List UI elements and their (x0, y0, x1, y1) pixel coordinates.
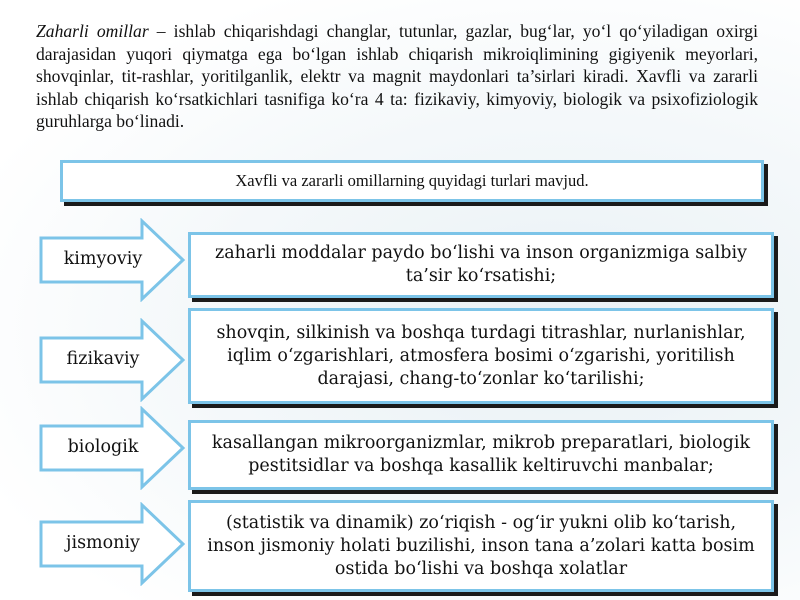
label-kimyoviy: kimyoviy (63, 249, 143, 269)
desc-box-fizikaviy (188, 308, 774, 404)
intro-paragraph (36, 20, 758, 133)
desc-jismoniy: (statistik va dinamik) zo‘riqish - og‘ir yukni olib ko‘tarish, inson jismoniy holati buzilishi, inson tana a’zolari katta bosim ostida bo‘lishi va boshqa xolatlar (207, 512, 755, 579)
intro-text: – ishlab chiqarishdagi changlar, tutunlar, gazlar, bug‘lar, yo‘l qo‘yiladigan oxirgi darajasidan yuqori qiymatga ega bo‘lgan ishlab chiqarish mikroiqlimining gigiyenik meyorlari, shovqinlar, tit-rashlar, yoritilganlik, elektr va magnit maydonlari ta’sirlari kiradi. Xavfli va zararli ishlab chiqarish ko‘rsatkichlari tasnifiga ko‘ra 4 ta: fizikaviy, kimyoviy, biologik va psixofiziologik guruhlarga bo‘linadi. (36, 21, 758, 131)
label-biologik: biologik (67, 437, 139, 457)
label-jismoniy: jismoniy (66, 533, 140, 553)
types-header-text: Xavfli va zararli omillarning quyidagi turlari mavjud. (235, 171, 589, 190)
intro-term: Zaharli omillar (36, 21, 149, 41)
types-header-box (60, 160, 764, 202)
desc-fizikaviy: shovqin, silkinish va boshqa turdagi titrashlar, nurlanishlar, iqlim o‘zgarishlari, atmosfera bosimi o‘zgarishi, yoritilish darajasi, chang-to‘zonlar ko‘tarilishi; (216, 322, 746, 389)
desc-box-biologik (188, 420, 774, 490)
desc-box-jismoniy (188, 500, 774, 592)
desc-biologik: kasallangan mikroorganizmlar, mikrob preparatlari, biologik pestitsidlar va boshqa kasallik keltiruvchi manbalar; (211, 433, 751, 476)
desc-kimyoviy: zaharli moddalar paydo bo‘lishi va inson organizmiga salbiy ta’sir ko‘rsatishi; (215, 243, 747, 286)
label-fizikaviy: fizikaviy (66, 349, 140, 369)
desc-box-kimyoviy (188, 232, 774, 298)
